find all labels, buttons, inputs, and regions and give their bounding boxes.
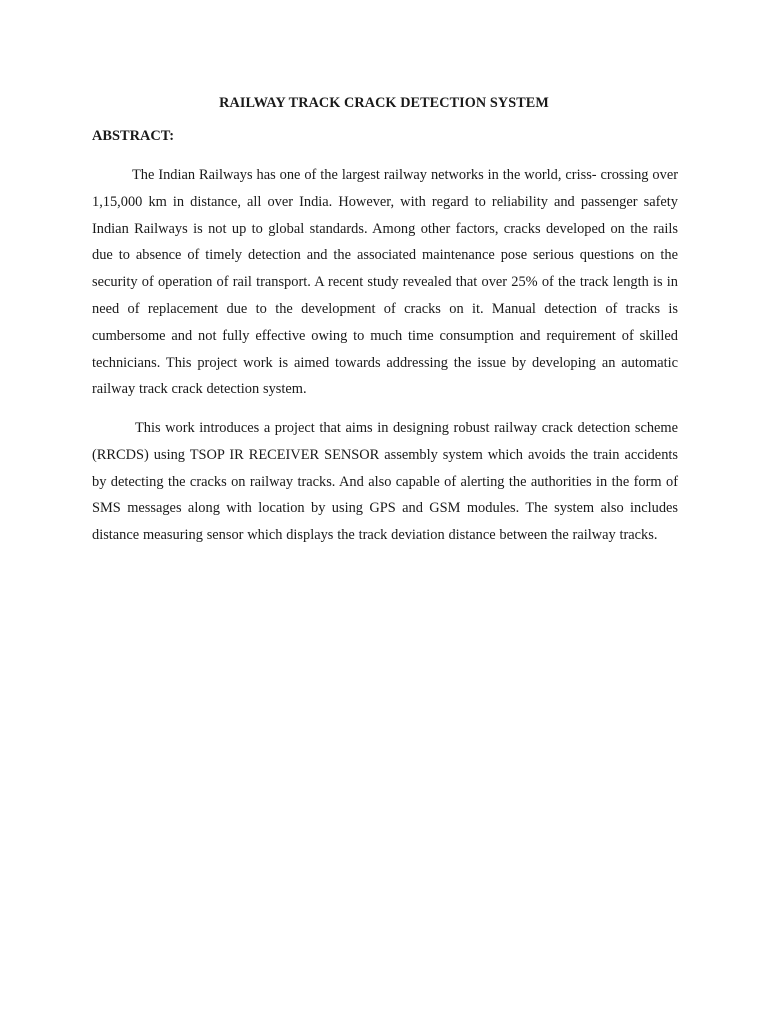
document-title: RAILWAY TRACK CRACK DETECTION SYSTEM xyxy=(219,95,549,111)
abstract-heading: ABSTRACT: xyxy=(92,128,175,144)
abstract-paragraph-1: The Indian Railways has one of the largest railway networks in the world, criss- crossing over 1,15,000 km in distance, all over India. However, with regard to reliability and passenger safety Indian Railways is not up to global standards. Among other factors, cracks developed on the rails due to absence of timely detection and the associated maintenance pose serious questions on the security of operation of rail transport. A recent study revealed that over 25% of the track length is in need of replacement due to the development of cracks on it. Manual detection of tracks is cumbersome and not fully effective owing to much time consumption and requirement of skilled technicians. This project work is aimed towards addressing the issue by developing an automatic railway track crack detection system. xyxy=(92,167,678,398)
abstract-paragraph-2: This work introduces a project that aims in designing robust railway crack detection scheme (RRCDS) using TSOP IR RECEIVER SENSOR assembly system which avoids the train accidents by detecting the cracks on railway tracks. And also capable of alerting the authorities in the form of SMS messages along with location by using GPS and GSM modules. The system also includes distance measuring sensor which displays the track deviation distance between the railway tracks. xyxy=(92,420,678,544)
